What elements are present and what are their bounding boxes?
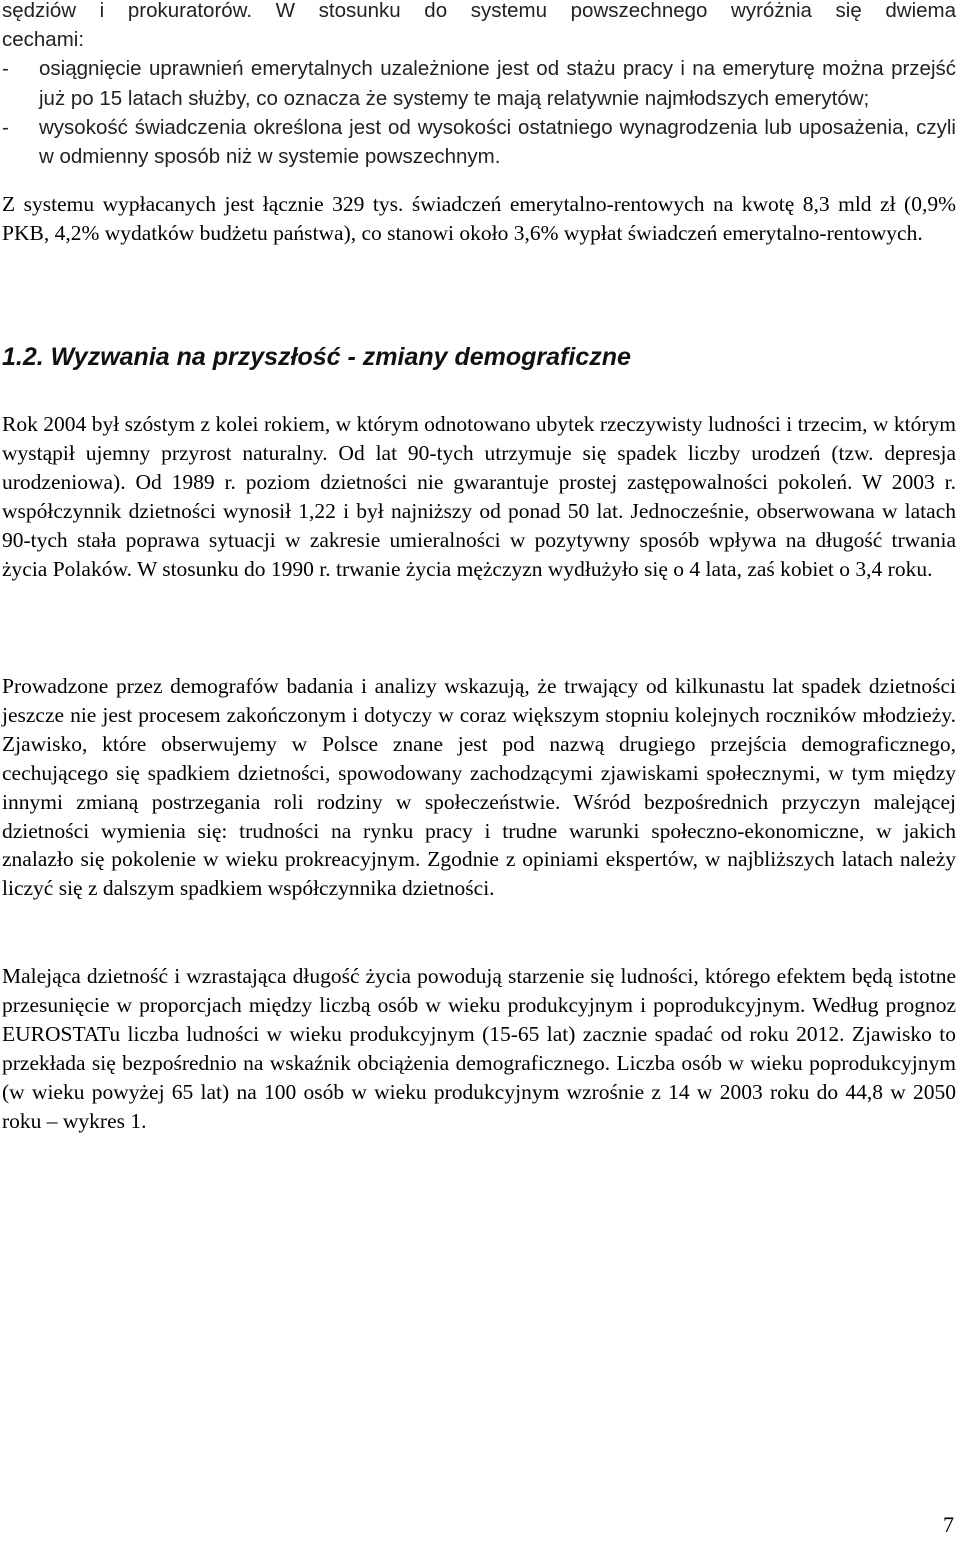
bullet-dash: - (2, 115, 9, 139)
top-section (2, 0, 956, 171)
paragraph-aging: Malejąca dzietność i wzrastająca długość życia powodują starzenie się ludności, którego efektem będą istotne przesunięcie w proporcjach między liczbą osób w wieku produkcyjnym i poprodukcyjnym. Według prognoz EUROSTATu liczba ludności w wieku produkcyjnym (15-65 lat) zacznie spadać od roku 2012. Zjawisko to przekłada się bezpośrednio na wskaźnik obciążenia demograficznego. Liczba osób w wieku poprodukcyjnym (w wieku powyżej 65 lat) na 100 osób w wieku produkcyjnym wzrośnie z 14 w 2003 roku do 44,8 w 2050 roku – wykres 1. (2, 964, 956, 1133)
intro-line-2: cechami: (2, 28, 85, 52)
bullet-item-2 (2, 113, 956, 171)
intro-line-1: sędziów i prokuratorów. W stosunku do systemu powszechnego wyróżnia się dwiema (2, 0, 956, 22)
bullet-text-1: osiągnięcie uprawnień emerytalnych uzależnione jest od stażu pracy i na emeryturę można przejść już po 15 latach służby, co oznacza że systemy te mają relatywnie najmłodszych emerytów; (39, 57, 956, 110)
bullet-text-2: wysokość świadczenia określona jest od wysokości ostatniego wynagrodzenia lub uposażenia, czyli w odmienny sposób niż w systemie powszechnym. (39, 115, 956, 169)
bullet-item-1 (2, 54, 956, 112)
paragraph-demographics: Rok 2004 był szóstym z kolei rokiem, w którym odnotowano ubytek rzeczywisty ludności i trzecim, w którym wystąpił ujemny przyrost naturalny. Od lat 90-tych utrzymuje się spadek liczby urodzeń (tzw. depresja urodzeniowa). Od 1989 r. poziom dzietności nie gwarantuje prostej zastępowalności pokoleń. W 2003 r. współczynnik dzietności wynosił 1,22 i był najniższy od ponad 50 lat. Jednocześnie, obserwowana w latach 90-tych stała poprawa sytuacji w zakresie umieralności w pozytywny sposób wpływa na długość trwania życia Polaków. W stosunku do 1990 r. trwanie życia mężczyzn wydłużyło się o 4 lata, zaś kobiet o 3,4 roku. (2, 412, 956, 581)
section-heading: 1.2. Wyzwania na przyszłość - zmiany demograficzne (2, 343, 631, 371)
paragraph-fertility: Prowadzone przez demografów badania i analizy wskazują, że trwający od kilkunastu lat spadek dzietności jeszcze nie jest procesem zakończonym i dotyczy w coraz większym stopniu kolejnych roczników młodzieży. Zjawisko, które obserwujemy w Polsce znane jest pod nazwą drugiego przejścia demograficznego, cechującego się spadkiem dzietności, spowodowany zachodzącymi zjawiskami społecznymi, w tym między innymi zmianą postrzegania roli rodziny w społeczeństwie. Wśród bezpośrednich przyczyn malejącej dzietności wymienia się: trudności na rynku pracy i trudne warunki społeczno-ekonomiczne, w jakich znalazło się pokolenie w wieku prokreacyjnym. Zgodnie z opiniami ekspertów, w najbliższych latach należy liczyć się z dalszym spadkiem współczynnika dzietności. (2, 674, 956, 901)
bullet-dash: - (2, 57, 9, 81)
paragraph-benefits: Z systemu wypłacanych jest łącznie 329 tys. świadczeń emerytalno-rentowych na kwotę 8,3 mld zł (0,9% PKB, 4,2% wydatków budżetu państwa), co stanowi około 3,6% wypłat świadczeń emerytalno-rentowych. (2, 192, 956, 245)
page-number: 7 (943, 1512, 954, 1537)
